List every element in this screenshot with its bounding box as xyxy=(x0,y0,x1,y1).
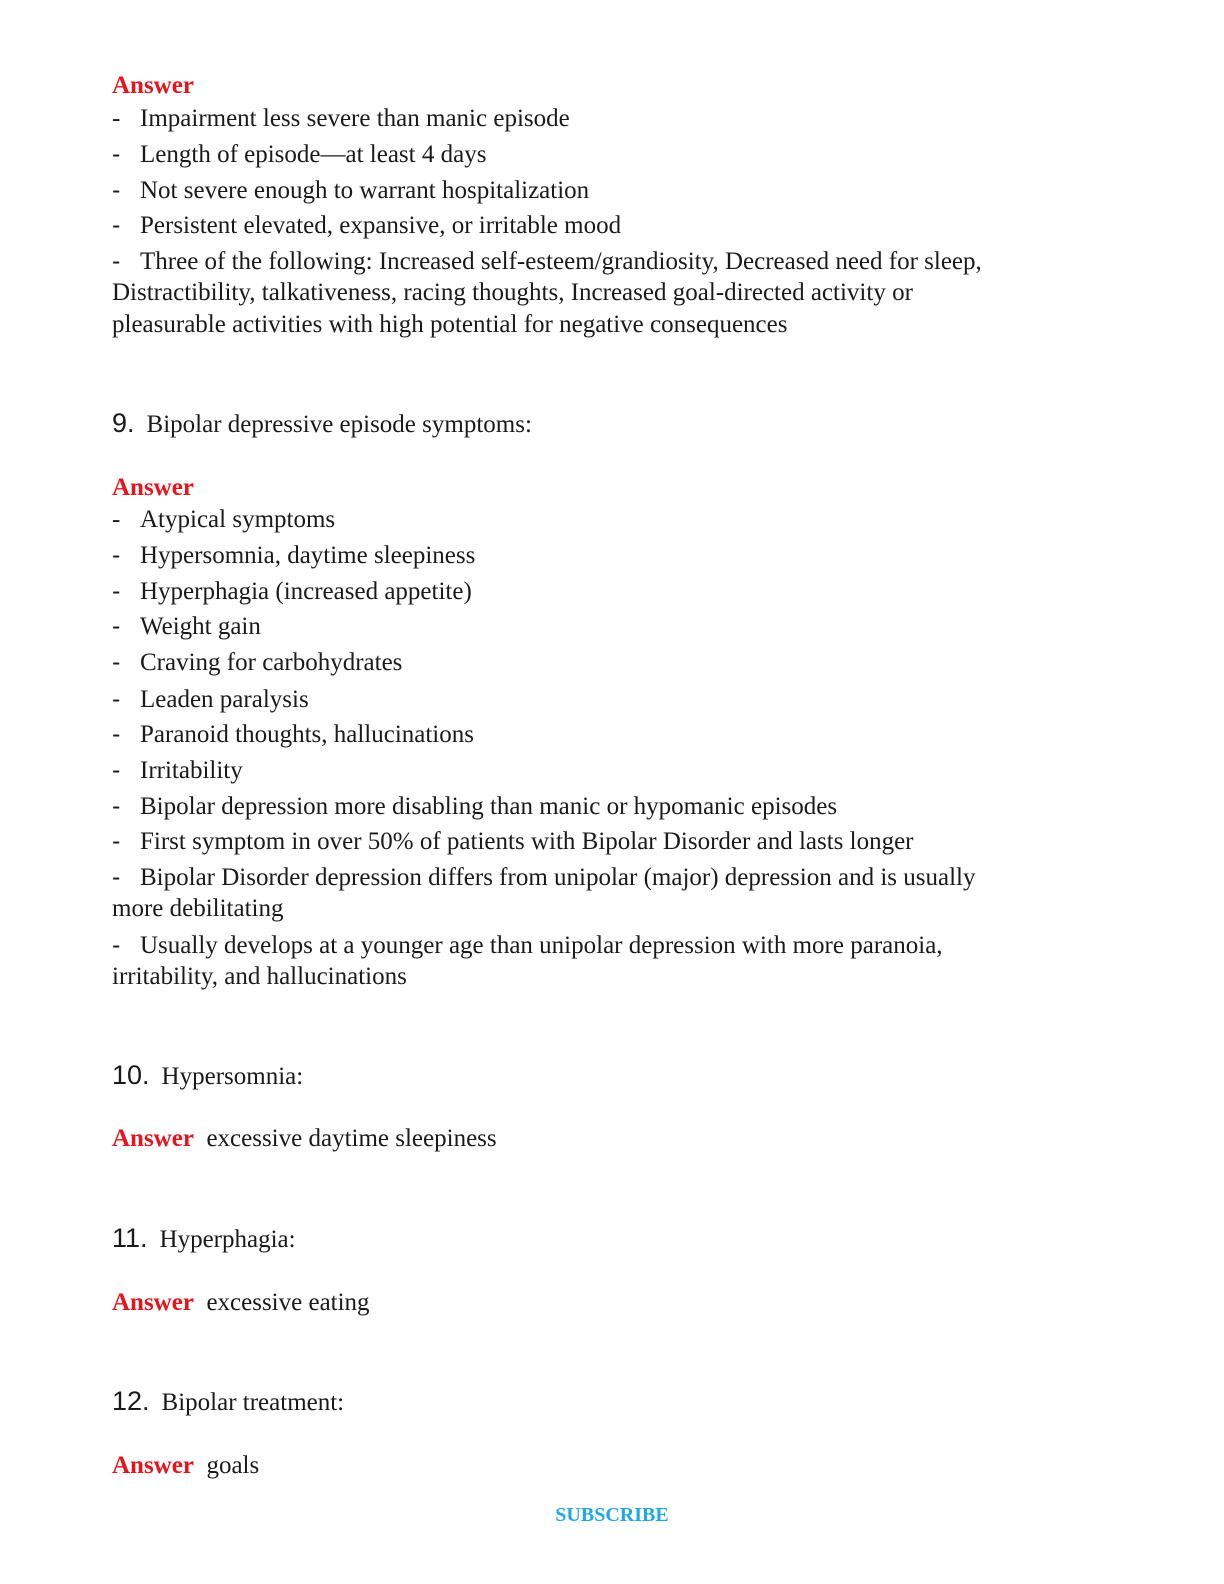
list-item xyxy=(112,245,982,278)
list-item-text: Impairment less severe than manic episode xyxy=(140,105,570,132)
bullet-dash: - xyxy=(112,247,121,275)
question-number: 9. xyxy=(112,408,135,438)
answer-label: Answer xyxy=(112,72,194,99)
list-item xyxy=(112,683,309,716)
answer-label: Answer xyxy=(112,1289,194,1316)
list-item xyxy=(112,575,472,608)
question-12 xyxy=(112,1385,344,1419)
bullet-dash: - xyxy=(112,105,121,132)
list-item-text: Length of episode—at least 4 days xyxy=(140,141,487,168)
bullet-dash: - xyxy=(112,506,121,533)
list-item xyxy=(112,103,570,135)
list-item-continuation: more debilitating xyxy=(112,895,284,922)
list-item xyxy=(112,790,837,823)
list-item xyxy=(112,929,943,962)
list-item xyxy=(112,825,914,858)
list-item-text: Bipolar depression more disabling than manic or hypomanic episodes xyxy=(140,793,838,820)
bullet-dash: - xyxy=(112,827,121,855)
subscribe-link[interactable]: SUBSCRIBE xyxy=(555,1504,669,1526)
list-item-text: Persistent elevated, expansive, or irritable mood xyxy=(140,212,622,239)
answer-label: Answer xyxy=(112,1125,194,1152)
bullet-dash: - xyxy=(112,931,121,959)
bullet-dash: - xyxy=(112,863,121,891)
list-item xyxy=(112,174,589,207)
question-text: Hypersomnia: xyxy=(161,1063,304,1090)
question-9 xyxy=(112,407,532,441)
answer-text: excessive daytime sleepiness xyxy=(206,1125,497,1152)
list-item-text: Craving for carbohydrates xyxy=(140,649,403,676)
bullet-dash: - xyxy=(112,612,121,640)
list-item xyxy=(112,754,243,787)
bullet-dash: - xyxy=(112,685,121,713)
list-item-text: Weight gain xyxy=(140,613,261,640)
bullet-dash: - xyxy=(112,756,121,784)
list-item-text: Paranoid thoughts, hallucinations xyxy=(140,721,474,748)
question-text: Bipolar depressive episode symptoms: xyxy=(146,411,532,438)
bullet-dash: - xyxy=(112,541,121,569)
list-item xyxy=(112,861,975,894)
question-text: Hyperphagia: xyxy=(159,1226,296,1253)
list-item xyxy=(112,610,261,643)
list-item-text: Hyperphagia (increased appetite) xyxy=(140,578,472,605)
answer-label: Answer xyxy=(112,474,194,501)
list-item-text: Usually develops at a younger age than unipolar depression with more paranoia, xyxy=(140,932,943,959)
list-item xyxy=(112,138,486,171)
question-10 xyxy=(112,1059,303,1093)
bullet-dash: - xyxy=(112,648,121,676)
answer-row xyxy=(112,1123,497,1155)
bullet-dash: - xyxy=(112,140,121,168)
list-item-continuation: pleasurable activities with high potential for negative consequences xyxy=(112,311,788,338)
list-item-continuation: irritability, and hallucinations xyxy=(112,963,407,990)
question-number: 11. xyxy=(112,1223,148,1253)
list-item xyxy=(112,504,335,536)
list-item xyxy=(112,209,621,242)
list-item-text: Bipolar Disorder depression differs from unipolar (major) depression and is usually xyxy=(140,864,976,891)
list-item-text: Three of the following: Increased self-esteem/grandiosity, Decreased need for sleep, xyxy=(140,248,982,275)
question-number: 10. xyxy=(112,1060,150,1090)
answer-row xyxy=(112,1287,370,1319)
list-item-text: Not severe enough to warrant hospitalization xyxy=(140,177,590,204)
list-item-text: Hypersomnia, daytime sleepiness xyxy=(140,542,476,569)
bullet-dash: - xyxy=(112,577,121,605)
bullet-dash: - xyxy=(112,720,121,748)
list-item-text: Atypical symptoms xyxy=(140,506,336,533)
question-number: 12. xyxy=(112,1386,150,1416)
question-text: Bipolar treatment: xyxy=(161,1389,345,1416)
answer-text: goals xyxy=(206,1452,260,1479)
bullet-dash: - xyxy=(112,792,121,820)
bullet-dash: - xyxy=(112,211,121,239)
list-item-continuation: Distractibility, talkativeness, racing thoughts, Increased goal-directed activity or xyxy=(112,279,913,306)
list-item xyxy=(112,718,474,751)
list-item-text: Leaden paralysis xyxy=(140,686,309,713)
list-item xyxy=(112,539,475,572)
bullet-dash: - xyxy=(112,176,121,204)
answer-row xyxy=(112,1450,259,1482)
answer-label: Answer xyxy=(112,1452,194,1479)
answer-text: excessive eating xyxy=(206,1289,370,1316)
list-item-text: First symptom in over 50% of patients with Bipolar Disorder and lasts longer xyxy=(140,828,914,855)
list-item-text: Irritability xyxy=(140,757,243,784)
question-11 xyxy=(112,1222,296,1256)
list-item xyxy=(112,646,402,679)
